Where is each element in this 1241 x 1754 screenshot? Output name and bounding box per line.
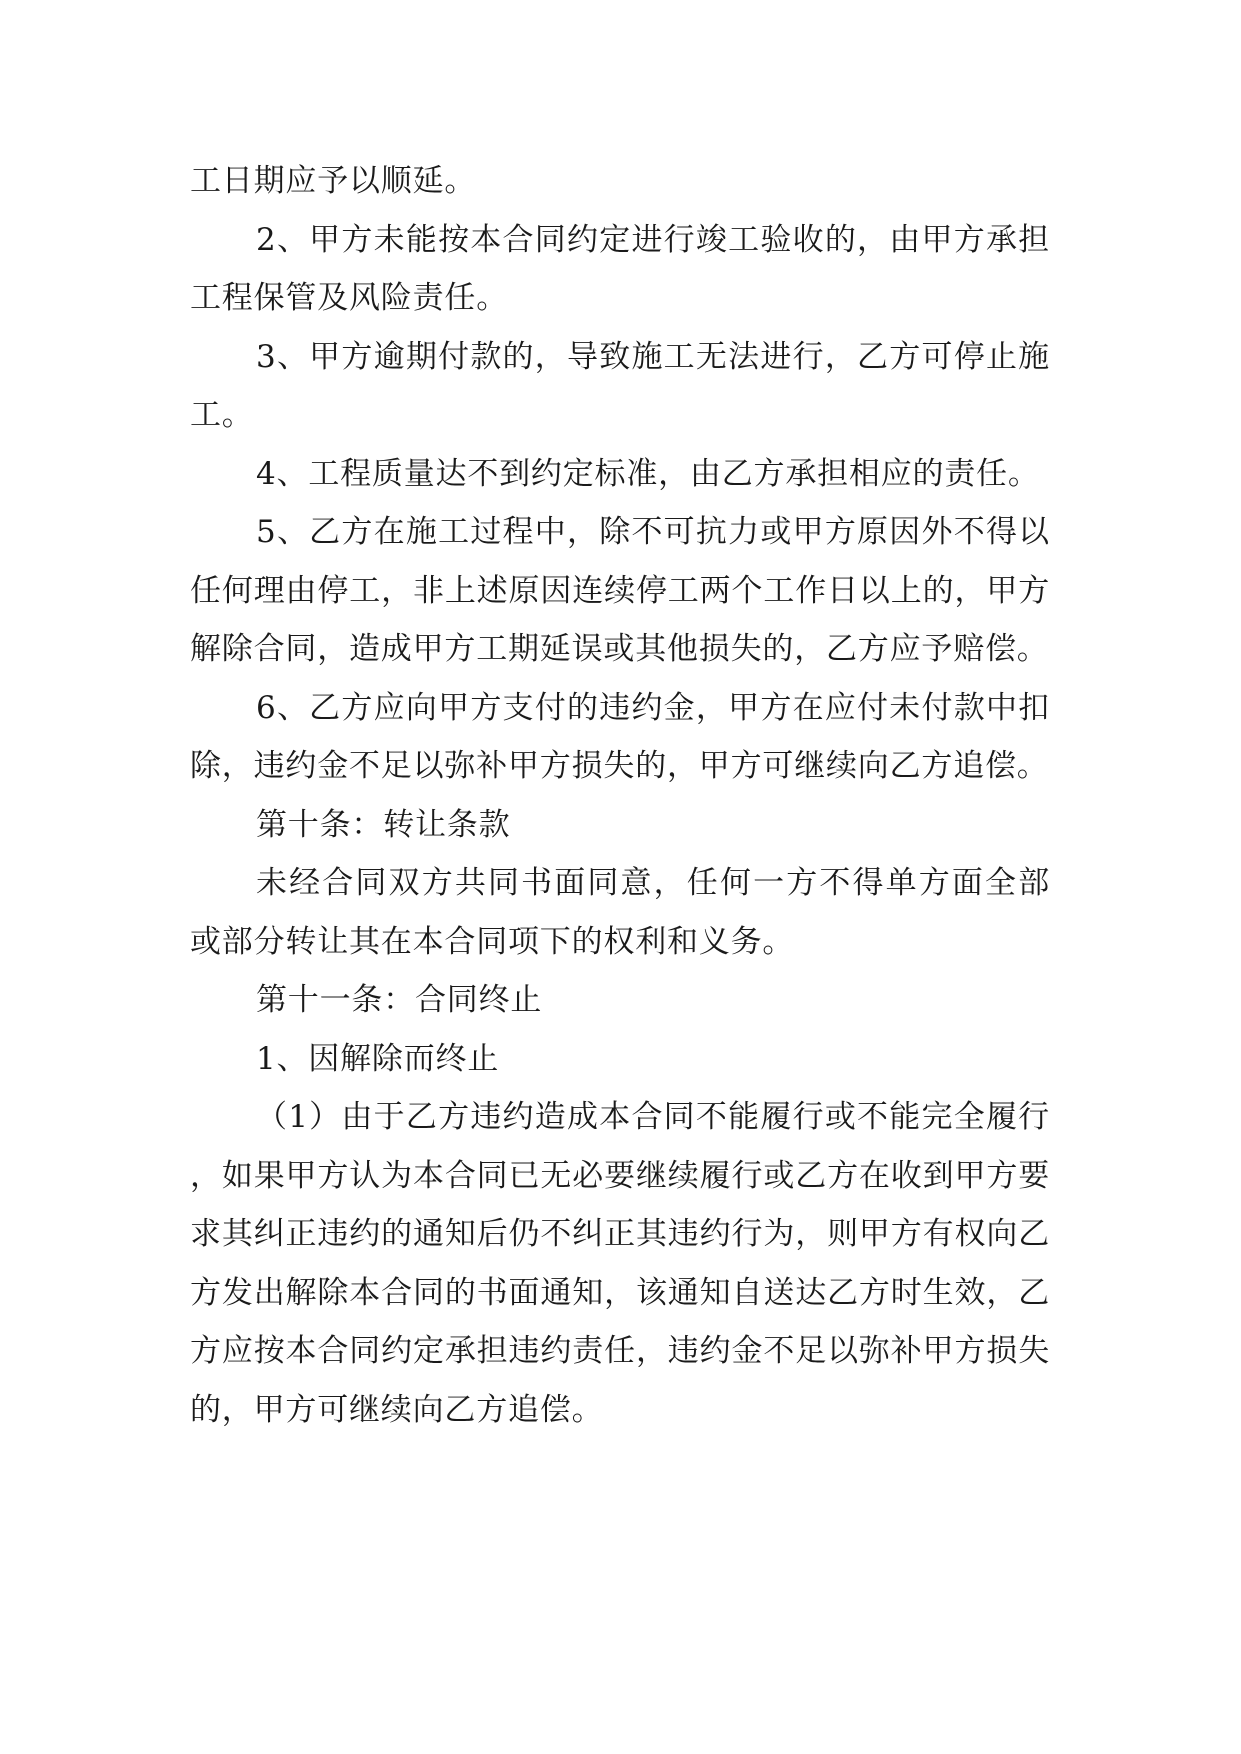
- paragraph-continuation: 工日期应予以顺延。: [190, 163, 477, 199]
- section-heading-article-10: 第十条：转让条款: [256, 806, 511, 843]
- subheading-termination-by-rescission: 1、因解除而终止: [256, 1040, 500, 1077]
- paragraph-clause-6: 6、乙方应向甲方支付的违约金，甲方在应付未付款中扣除，违约金不足以弥补甲方损失的，甲方可继续向乙方追偿。: [190, 689, 1050, 784]
- paragraph-transfer-terms: 未经合同双方共同书面同意，任何一方不得单方面全部或部分转让其在本合同项下的权利和义务。: [190, 865, 1050, 960]
- paragraph-clause-3: 3、甲方逾期付款的，导致施工无法进行，乙方可停止施工。: [190, 338, 1050, 433]
- paragraph-termination-item-1: （1）由于乙方违约造成本合同不能履行或不能完全履行，如果甲方认为本合同已无必要继续履行或乙方在收到甲方要求其纠正违约的通知后仍不纠正其违约行为，则甲方有权向乙方发出解除本合同的书面通知，该通知自送达乙方时生效，乙方应按本合同约定承担违约责任，违约金不足以弥补甲方损失的，甲方可继续向乙方追偿。: [190, 1099, 1050, 1428]
- paragraph-clause-2: 2、甲方未能按本合同约定进行竣工验收的，由甲方承担工程保管及风险责任。: [190, 221, 1050, 316]
- paragraph-clause-5: 5、乙方在施工过程中，除不可抗力或甲方原因外不得以任何理由停工，非上述原因连续停工两个工作日以上的，甲方解除合同，造成甲方工期延误或其他损失的，乙方应予赔偿。: [190, 514, 1050, 667]
- section-heading-article-11: 第十一条：合同终止: [256, 982, 543, 1018]
- document-body: [190, 152, 1050, 1439]
- paragraph-clause-4: 4、工程质量达不到约定标准，由乙方承担相应的责任。: [256, 455, 1040, 492]
